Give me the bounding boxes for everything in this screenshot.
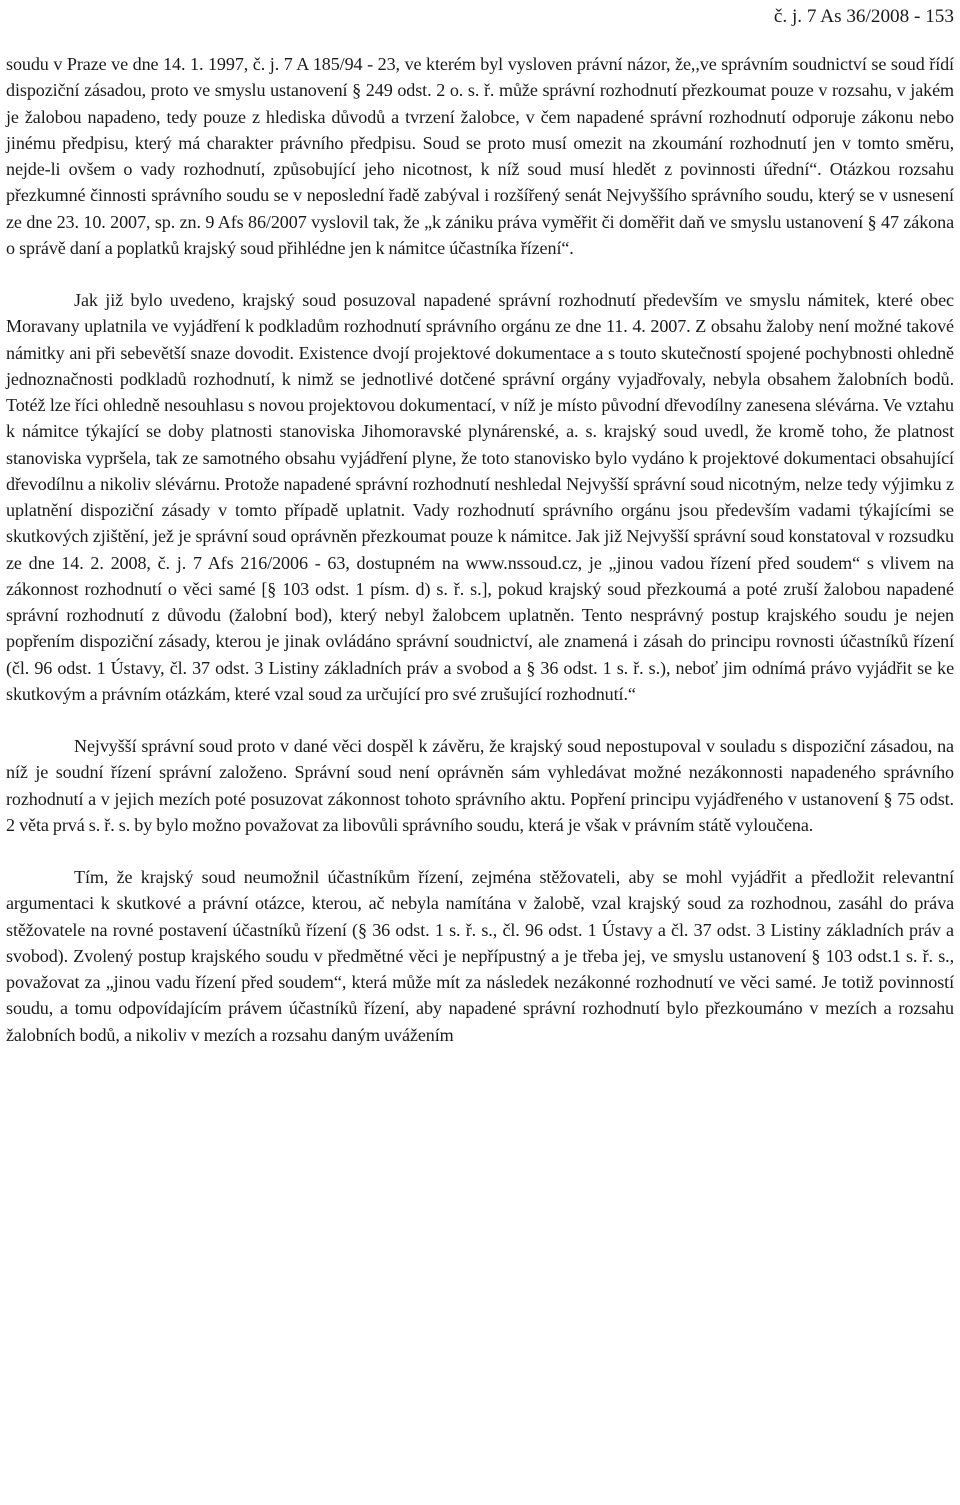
- paragraph-2: Jak již bylo uvedeno, krajský soud posuzoval napadené správní rozhodnutí především ve smyslu námitek, které obec Moravany uplatnila ve vyjádření k podkladům rozhodnutí správního orgánu ze dne 11. 4. 2007. Z obsahu žaloby není možné takové námitky ani při sebevětší snaze dovodit. Existence dvojí projektové dokumentace a s touto skutečností spojené pochybnosti ohledně jednoznačnosti podkladů rozhodnutí, k nimž se jednotlivé dotčené správní orgány vyjadřovaly, nebyla obsahem žalobních bodů. Totéž lze říci ohledně nesouhlasu s novou projektovou dokumentací, v níž je místo původní dřevodílny zanesena slévárna. Ve vztahu k námitce týkající se doby platnosti stanoviska Jihomoravské plynárenské, a. s. krajský soud uvedl, že kromě toho, že platnost stanoviska vypršela, tak ze samotného obsahu vyjádření plyne, že toto stanovisko bylo vydáno k projektové dokumentaci obsahující dřevodílnu a nikoliv slévárnu. Protože napadené správní rozhodnutí neshledal Nejvyšší správní soud nicotným, nelze tedy výjimku z uplatnění dispoziční zásady v tomto případě uplatnit. Vady rozhodnutí správního orgánu jsou především vadami týkajícími se skutkových zjištění, jež je správní soud oprávněn přezkoumat pouze k námitce. Jak již Nejvyšší správní soud konstatoval v rozsudku ze dne 14. 2. 2008, č. j. 7 Afs 216/2006 - 63, dostupném na www.nssoud.cz, je „jinou vadou řízení před soudem“ s vlivem na zákonnost rozhodnutí o věci samé [§ 103 odst. 1 písm. d) s. ř. s.], pokud krajský soud přezkoumá a poté zruší žalobou napadené správní rozhodnutí z důvodu (žalobní bod), který nebyl žalobcem uplatněn. Tento nesprávný postup krajského soudu je nejen popřením dispoziční zásady, kterou je jinak ovládáno správní soudnictví, ale znamená i zásah do principu rovnosti účastníků řízení (čl. 96 odst. 1 Ústavy, čl. 37 odst. 3 Listiny základních práv a svobod a § 36 odst. 1 s. ř. s.), neboť jim odnímá právo vyjádřit se ke skutkovým a právním otázkám, které vzal soud za určující pro své zrušující rozhodnutí.“: [6, 290, 954, 704]
- paragraph-4: Tím, že krajský soud neumožnil účastníkům řízení, zejména stěžovateli, aby se mohl vyjádřit a předložit relevantní argumentaci k skutkové a právní otázce, kterou, ač nebyla namítána v žalobě, vzal krajský soud za rozhodnou, zasáhl do práva stěžovatele na rovné postavení účastníků řízení (§ 36 odst. 1 s. ř. s., čl. 96 odst. 1 Ústavy a čl. 37 odst. 3 Listiny základních práv a svobod). Zvolený postup krajského soudu v předmětné věci je nepřípustný a je třeba jej, ve smyslu ustanovení § 103 odst.1 s. ř. s., považovat za „jinou vadu řízení před soudem“, která může mít za následek nezákonné rozhodnutí ve věci samé. Je totiž povinností soudu, a tomu odpovídajícím právem účastníků řízení, aby napadené správní rozhodnutí bylo přezkoumáno v mezích a rozsahu žalobních bodů, a nikoliv v mezích a rozsahu daným uvážením: [6, 867, 954, 1045]
- paragraph-3: Nejvyšší správní soud proto v dané věci dospěl k závěru, že krajský soud nepostupoval v souladu s dispoziční zásadou, na níž je soudní řízení správní založeno. Správní soud není oprávněn sám vyhledávat možné nezákonnosti napadeného správního rozhodnutí a v jejich mezích poté posuzovat zákonnost tohoto správního aktu. Popření principu vyjádřeného v ustanovení § 75 odst. 2 věta prvá s. ř. s. by bylo možno považovat za libovůli správního soudu, která je však v právním státě vyloučena.: [6, 736, 954, 835]
- document-body: [6, 51, 954, 1048]
- case-reference: č. j. 7 As 36/2008 - 153: [773, 6, 954, 27]
- paragraph-1: soudu v Praze ve dne 14. 1. 1997, č. j. 7 A 185/94 - 23, ve kterém byl vysloven právní názor, že,,ve správním soudnictví se soud řídí dispoziční zásadou, proto ve smyslu ustanovení § 249 odst. 2 o. s. ř. může správní rozhodnutí přezkoumat pouze v rozsahu, v jakém je žalobou napadeno, tedy pouze z hlediska důvodů a tvrzení žalobce, v čem napadené správní rozhodnutí odporuje zákonu nebo jinému předpisu, který má charakter právního předpisu. Soud se proto musí omezit na zkoumání rozhodnutí jen v tomto směru, nejde-li ovšem o vady rozhodnutí, způsobující jeho nicotnost, k níž soud musí hledět z povinnosti úřední“. Otázkou rozsahu přezkumné činnosti správního soudu se v neposlední řadě zabýval i rozšířený senát Nejvyššího správního soudu, který se v usnesení ze dne 23. 10. 2007, sp. zn. 9 Afs 86/2007 vyslovil tak, že „k zániku práva vyměřit či doměřit daň ve smyslu ustanovení § 47 zákona o správě daní a poplatků krajský soud přihlédne jen k námitce účastníka řízení“.: [6, 54, 954, 258]
